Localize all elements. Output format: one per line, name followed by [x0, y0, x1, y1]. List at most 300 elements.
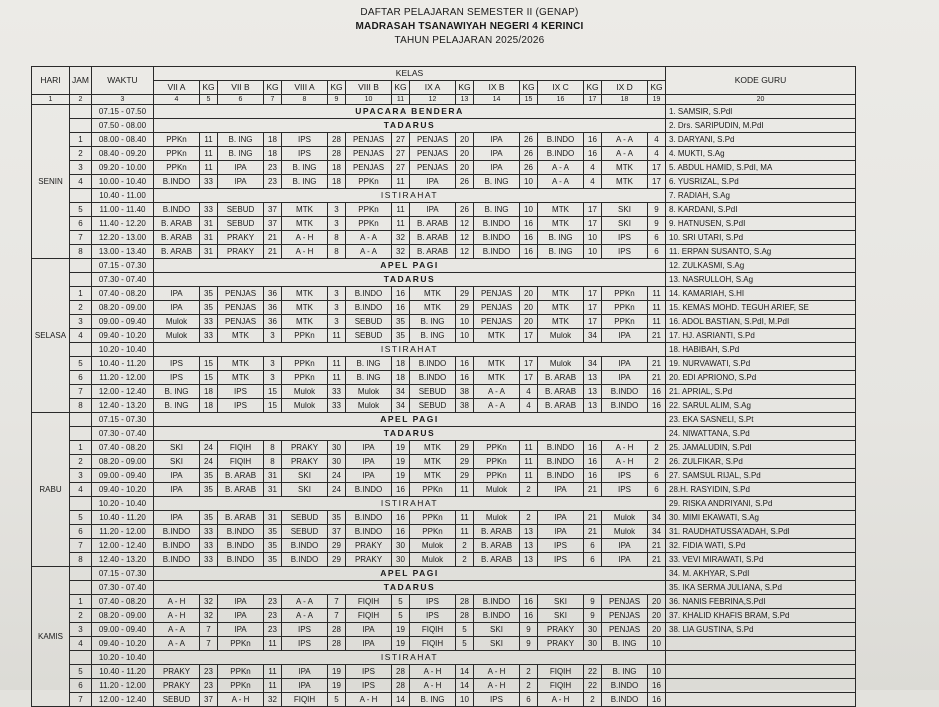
subject-cell: MTK [410, 441, 456, 455]
time-cell: 07.30 - 07.40 [92, 273, 154, 287]
teacher-code-cell: 4 [584, 161, 602, 175]
time-cell: 07.30 - 07.40 [92, 427, 154, 441]
subject-cell: PENJAS [602, 609, 648, 623]
jam-cell: 7 [70, 385, 92, 399]
subject-cell: B. ARAB [218, 469, 264, 483]
schedule-row [32, 175, 856, 189]
teacher-code-cell: 3 [264, 357, 282, 371]
teacher-code-cell: 12 [456, 245, 474, 259]
subject-cell: B. ARAB [410, 231, 456, 245]
class-header: KG [200, 81, 218, 95]
column-number: 2 [70, 95, 92, 105]
subject-cell: Mulok [282, 399, 328, 413]
subject-cell: MTK [538, 287, 584, 301]
teacher-entry: 3. DARYANI, S.Pd [666, 133, 856, 147]
teacher-code-cell: 6 [584, 539, 602, 553]
subject-cell: B.INDO [154, 203, 200, 217]
teacher-entry [666, 637, 856, 651]
column-number: 16 [538, 95, 584, 105]
subject-cell: B.INDO [538, 441, 584, 455]
subject-cell: SKI [474, 637, 520, 651]
subject-cell: PPKn [218, 679, 264, 693]
time-cell: 08.20 - 09.00 [92, 301, 154, 315]
teacher-entry: 21. APRIAL, S.Pd [666, 385, 856, 399]
subject-cell: SEBUD [218, 217, 264, 231]
teacher-entry: 9. HATNUSEN, S.PdI [666, 217, 856, 231]
subject-cell: PPKn [218, 665, 264, 679]
teacher-code-cell: 17 [520, 357, 538, 371]
subject-cell: IPA [602, 357, 648, 371]
subject-cell: PPKn [410, 511, 456, 525]
subject-cell: FIQIH [410, 623, 456, 637]
subject-cell: B. ING [538, 245, 584, 259]
teacher-code-cell: 17 [520, 329, 538, 343]
subject-cell: A - H [474, 679, 520, 693]
teacher-code-cell: 21 [584, 511, 602, 525]
subject-cell: Mulok [346, 399, 392, 413]
teacher-code-cell: 32 [200, 609, 218, 623]
subject-cell: A - A [154, 637, 200, 651]
schedule-row [32, 511, 856, 525]
teacher-entry [666, 651, 856, 665]
subject-cell: PENJAS [602, 623, 648, 637]
document-heading [0, 6, 939, 48]
subject-cell: PPKn [602, 301, 648, 315]
teacher-code-cell: 7 [328, 595, 346, 609]
jam-cell: 5 [70, 203, 92, 217]
teacher-code-cell: 6 [648, 483, 666, 497]
teacher-code-cell: 28 [328, 637, 346, 651]
subject-cell: B.INDO [538, 133, 584, 147]
teacher-code-cell: 11 [456, 525, 474, 539]
schedule-row [32, 427, 856, 441]
teacher-code-cell: 18 [328, 175, 346, 189]
class-header: KG [520, 81, 538, 95]
subject-cell: Mulok [602, 525, 648, 539]
schedule-row [32, 399, 856, 413]
teacher-code-cell: 11 [648, 315, 666, 329]
teacher-code-cell: 5 [328, 693, 346, 707]
subject-cell: IPA [474, 147, 520, 161]
subject-cell: MTK [218, 329, 264, 343]
teacher-code-cell: 36 [264, 315, 282, 329]
time-cell: 07.40 - 08.20 [92, 441, 154, 455]
teacher-code-cell: 10 [456, 329, 474, 343]
subject-cell: IPA [602, 539, 648, 553]
time-cell: 07.50 - 08.00 [92, 119, 154, 133]
teacher-code-cell: 14 [456, 665, 474, 679]
teacher-code-cell: 7 [200, 623, 218, 637]
teacher-code-cell: 33 [200, 553, 218, 567]
subject-cell: IPA [346, 441, 392, 455]
subject-cell: B.INDO [602, 385, 648, 399]
teacher-code-cell: 18 [392, 371, 410, 385]
subject-cell: PPKn [346, 175, 392, 189]
teacher-code-cell: 6 [648, 245, 666, 259]
teacher-code-cell: 20 [648, 595, 666, 609]
jam-cell: 2 [70, 147, 92, 161]
schedule-row [32, 497, 856, 511]
subject-cell: A - H [410, 665, 456, 679]
title-line-2: MADRASAH TSANAWIYAH NEGERI 4 KERINCI [355, 21, 584, 32]
subject-cell: B.INDO [602, 693, 648, 707]
teacher-code-cell: 16 [584, 441, 602, 455]
subject-cell: Mulok [410, 553, 456, 567]
teacher-code-cell: 26 [520, 133, 538, 147]
teacher-code-cell: 19 [392, 623, 410, 637]
teacher-entry: 30. MIMI EKAWATI, S.Ag [666, 511, 856, 525]
teacher-entry: 13. NASRULLOH, S.Ag [666, 273, 856, 287]
subject-cell: Mulok [538, 357, 584, 371]
class-header: VIII B [346, 81, 392, 95]
subject-cell: A - A [346, 231, 392, 245]
teacher-code-cell: 20 [520, 315, 538, 329]
teacher-code-cell: 14 [456, 679, 474, 693]
teacher-code-cell: 2 [584, 693, 602, 707]
teacher-entry [666, 679, 856, 693]
teacher-entry: 33. VEVI MIRAWATI, S.Pd [666, 553, 856, 567]
subject-cell: B. ING [282, 161, 328, 175]
time-cell: 09.00 - 09.40 [92, 623, 154, 637]
column-number: 14 [474, 95, 520, 105]
teacher-code-cell: 10 [648, 637, 666, 651]
teacher-code-cell: 10 [456, 315, 474, 329]
teacher-entry: 16. ADOL BASTIAN, S.PdI, M.PdI [666, 315, 856, 329]
activity-band: TADARUS [154, 273, 666, 287]
title-line-3: TAHUN PELAJARAN 2025/2026 [394, 35, 545, 46]
subject-cell: B.INDO [474, 245, 520, 259]
subject-cell: IPA [282, 679, 328, 693]
subject-cell: A - A [282, 595, 328, 609]
subject-cell: B. ARAB [474, 539, 520, 553]
time-cell: 10.00 - 10.40 [92, 175, 154, 189]
column-number: 18 [602, 95, 648, 105]
subject-cell: PENJAS [474, 315, 520, 329]
subject-cell: MTK [474, 357, 520, 371]
subject-cell: IPA [154, 469, 200, 483]
subject-cell: PRAKY [346, 539, 392, 553]
subject-cell: B. ARAB [538, 385, 584, 399]
subject-cell: IPS [602, 245, 648, 259]
subject-cell: MTK [538, 301, 584, 315]
subject-cell: IPA [602, 329, 648, 343]
subject-cell: A - A [474, 399, 520, 413]
schedule-row [32, 357, 856, 371]
subject-cell: IPA [602, 371, 648, 385]
subject-cell: B.INDO [346, 483, 392, 497]
teacher-entry: 5. ABDUL HAMID, S.PdI, MA [666, 161, 856, 175]
subject-cell: A - H [218, 693, 264, 707]
teacher-code-cell: 7 [328, 609, 346, 623]
teacher-code-cell: 34 [392, 385, 410, 399]
time-cell: 07.15 - 07.50 [92, 105, 154, 119]
jam-cell: 2 [70, 455, 92, 469]
teacher-code-cell: 16 [392, 301, 410, 315]
teacher-code-cell: 11 [648, 287, 666, 301]
subject-cell: A - A [602, 133, 648, 147]
time-cell: 08.40 - 09.20 [92, 147, 154, 161]
subject-cell: A - H [346, 693, 392, 707]
teacher-code-cell: 21 [648, 357, 666, 371]
teacher-code-cell: 3 [328, 315, 346, 329]
teacher-entry: 11. ERPAN SUSANTO, S.Ag [666, 245, 856, 259]
teacher-code-cell: 4 [584, 175, 602, 189]
column-number-row [32, 95, 856, 105]
subject-cell: B. ARAB [218, 483, 264, 497]
jam-cell: 8 [70, 245, 92, 259]
subject-cell: MTK [410, 469, 456, 483]
subject-cell: B. ING [218, 147, 264, 161]
teacher-code-cell: 26 [520, 161, 538, 175]
subject-cell: SEBUD [346, 329, 392, 343]
jam-cell: 7 [70, 693, 92, 707]
teacher-code-cell: 13 [520, 539, 538, 553]
schedule-row [32, 651, 856, 665]
subject-cell: SKI [602, 217, 648, 231]
subject-cell: PPKn [346, 203, 392, 217]
teacher-code-cell: 35 [392, 315, 410, 329]
subject-cell: B.INDO [218, 553, 264, 567]
teacher-code-cell: 6 [648, 231, 666, 245]
subject-cell: B. ING [410, 315, 456, 329]
teacher-code-cell: 11 [200, 133, 218, 147]
teacher-code-cell: 12 [456, 231, 474, 245]
activity-band: ISTIRAHAT [154, 497, 666, 511]
teacher-code-cell: 20 [648, 609, 666, 623]
teacher-code-cell: 10 [584, 231, 602, 245]
subject-cell: B. ING [538, 231, 584, 245]
subject-cell: IPA [474, 133, 520, 147]
class-header: VII B [218, 81, 264, 95]
day-label: SELASA [32, 259, 70, 413]
teacher-entry: 26. ZULFIKAR, S.Pd [666, 455, 856, 469]
subject-cell: B.INDO [474, 595, 520, 609]
column-number: 3 [92, 95, 154, 105]
schedule-row [32, 329, 856, 343]
teacher-code-cell: 21 [648, 539, 666, 553]
time-cell: 09.40 - 10.20 [92, 637, 154, 651]
teacher-code-cell: 6 [584, 553, 602, 567]
time-cell: 12.00 - 12.40 [92, 693, 154, 707]
schedule-row [32, 455, 856, 469]
teacher-code-cell: 35 [200, 483, 218, 497]
teacher-code-cell: 11 [520, 455, 538, 469]
column-number: 7 [264, 95, 282, 105]
teacher-code-cell: 3 [328, 217, 346, 231]
jam-cell: 4 [70, 483, 92, 497]
subject-cell: B. ING [602, 665, 648, 679]
subject-cell: PRAKY [154, 665, 200, 679]
teacher-code-cell: 17 [584, 315, 602, 329]
teacher-code-cell: 28 [392, 679, 410, 693]
teacher-code-cell: 21 [264, 231, 282, 245]
teacher-code-cell: 2 [520, 679, 538, 693]
schedule-row [32, 161, 856, 175]
teacher-code-cell: 16 [584, 147, 602, 161]
subject-cell: PPKn [218, 637, 264, 651]
teacher-code-cell: 26 [456, 175, 474, 189]
column-number: 20 [666, 95, 856, 105]
subject-cell: PPKn [154, 133, 200, 147]
subject-cell: IPA [218, 595, 264, 609]
column-number: 5 [200, 95, 218, 105]
jam-cell: 3 [70, 315, 92, 329]
column-number: 8 [282, 95, 328, 105]
subject-cell: A - A [474, 385, 520, 399]
subject-cell: B.INDO [282, 539, 328, 553]
subject-cell: B. ARAB [154, 217, 200, 231]
teacher-entry: 31. RAUDHATUSSA'ADAH, S.Pdl [666, 525, 856, 539]
schedule-row [32, 413, 856, 427]
teacher-entry: 2. Drs. SARIPUDIN, M.PdI [666, 119, 856, 133]
subject-cell: MTK [282, 217, 328, 231]
subject-cell: B. ARAB [410, 245, 456, 259]
schedule-row [32, 665, 856, 679]
teacher-code-cell: 10 [648, 665, 666, 679]
teacher-code-cell: 30 [392, 553, 410, 567]
time-cell: 10.40 - 11.20 [92, 511, 154, 525]
jam-cell [70, 497, 92, 511]
teacher-code-cell: 11 [264, 637, 282, 651]
subject-cell: PENJAS [410, 133, 456, 147]
teacher-code-cell: 11 [200, 161, 218, 175]
subject-cell: FIQIH [218, 455, 264, 469]
activity-band: TADARUS [154, 427, 666, 441]
teacher-code-cell: 31 [264, 511, 282, 525]
teacher-code-cell: 28 [328, 623, 346, 637]
teacher-code-cell: 16 [648, 693, 666, 707]
teacher-code-cell: 30 [328, 455, 346, 469]
subject-cell: MTK [538, 315, 584, 329]
subject-cell: A - A [154, 623, 200, 637]
subject-cell: PPKn [282, 371, 328, 385]
subject-cell: B. ING [346, 357, 392, 371]
teacher-code-cell: 33 [328, 399, 346, 413]
jam-cell: 4 [70, 329, 92, 343]
subject-cell: B. ING [154, 399, 200, 413]
subject-cell: PPKn [474, 441, 520, 455]
teacher-code-cell: 5 [456, 623, 474, 637]
subject-cell: IPS [282, 133, 328, 147]
subject-cell: PRAKY [282, 455, 328, 469]
teacher-code-cell: 33 [200, 315, 218, 329]
subject-cell: Mulok [538, 329, 584, 343]
teacher-code-cell: 16 [392, 483, 410, 497]
jam-cell: 7 [70, 539, 92, 553]
schedule-row [32, 693, 856, 707]
teacher-code-cell: 29 [456, 301, 474, 315]
time-cell: 07.30 - 07.40 [92, 581, 154, 595]
subject-cell: PRAKY [154, 679, 200, 693]
subject-cell: IPA [602, 553, 648, 567]
teacher-code-cell: 27 [392, 147, 410, 161]
subject-cell: B. ING [410, 693, 456, 707]
teacher-code-cell: 9 [584, 609, 602, 623]
subject-cell: PENJAS [474, 301, 520, 315]
teacher-code-cell: 32 [392, 245, 410, 259]
subject-cell: IPS [218, 399, 264, 413]
teacher-code-cell: 30 [392, 539, 410, 553]
subject-cell: IPA [410, 175, 456, 189]
teacher-code-cell: 28 [392, 665, 410, 679]
teacher-code-cell: 18 [264, 133, 282, 147]
subject-cell: B.INDO [346, 287, 392, 301]
class-header: IX D [602, 81, 648, 95]
jam-cell: 6 [70, 679, 92, 693]
subject-cell: SKI [602, 203, 648, 217]
time-cell: 10.40 - 11.00 [92, 189, 154, 203]
subject-cell: FIQIH [410, 637, 456, 651]
time-cell: 07.15 - 07.30 [92, 259, 154, 273]
schedule-row [32, 595, 856, 609]
teacher-code-cell: 35 [200, 287, 218, 301]
subject-cell: A - A [346, 245, 392, 259]
teacher-code-cell: 11 [264, 665, 282, 679]
schedule-row [32, 245, 856, 259]
time-cell: 11.20 - 12.00 [92, 371, 154, 385]
subject-cell: IPA [346, 455, 392, 469]
teacher-code-cell: 18 [264, 147, 282, 161]
subject-cell: Mulok [602, 511, 648, 525]
activity-band: APEL PAGI [154, 259, 666, 273]
subject-cell: PENJAS [410, 147, 456, 161]
subject-cell: B.INDO [346, 511, 392, 525]
subject-cell: B. ING [410, 329, 456, 343]
teacher-code-cell: 38 [456, 399, 474, 413]
time-cell: 08.20 - 09.00 [92, 609, 154, 623]
teacher-code-cell: 28 [456, 609, 474, 623]
teacher-code-cell: 16 [584, 455, 602, 469]
teacher-code-cell: 16 [584, 133, 602, 147]
teacher-code-cell: 3 [328, 287, 346, 301]
teacher-code-cell: 34 [648, 525, 666, 539]
time-cell: 10.20 - 10.40 [92, 497, 154, 511]
subject-cell: IPA [538, 483, 584, 497]
teacher-code-cell: 31 [264, 483, 282, 497]
subject-cell: MTK [602, 161, 648, 175]
activity-band: ISTIRAHAT [154, 189, 666, 203]
teacher-code-cell: 17 [648, 175, 666, 189]
time-cell: 12.00 - 12.40 [92, 385, 154, 399]
teacher-code-cell: 31 [200, 245, 218, 259]
teacher-code-cell: 2 [648, 441, 666, 455]
subject-cell: PENJAS [218, 287, 264, 301]
teacher-code-cell: 37 [200, 693, 218, 707]
schedule-row [32, 273, 856, 287]
jam-cell: 3 [70, 469, 92, 483]
subject-cell: A - H [282, 245, 328, 259]
time-cell: 08.20 - 09.00 [92, 455, 154, 469]
subject-cell: IPS [474, 693, 520, 707]
teacher-code-cell: 8 [264, 455, 282, 469]
subject-cell: Mulok [410, 539, 456, 553]
teacher-code-cell: 17 [584, 287, 602, 301]
subject-cell: IPA [346, 623, 392, 637]
subject-cell: SKI [282, 483, 328, 497]
subject-cell: PENJAS [346, 133, 392, 147]
teacher-code-cell: 20 [456, 147, 474, 161]
schedule-row [32, 385, 856, 399]
subject-cell: Mulok [154, 315, 200, 329]
teacher-code-cell: 23 [200, 665, 218, 679]
subject-cell: SEBUD [218, 203, 264, 217]
teacher-entry: 32. FIDIA WATI, S.Pd [666, 539, 856, 553]
teacher-code-cell: 15 [200, 371, 218, 385]
teacher-entry: 14. KAMARIAH, S.HI [666, 287, 856, 301]
teacher-code-cell: 17 [520, 371, 538, 385]
teacher-code-cell: 21 [648, 553, 666, 567]
teacher-code-cell: 9 [648, 203, 666, 217]
